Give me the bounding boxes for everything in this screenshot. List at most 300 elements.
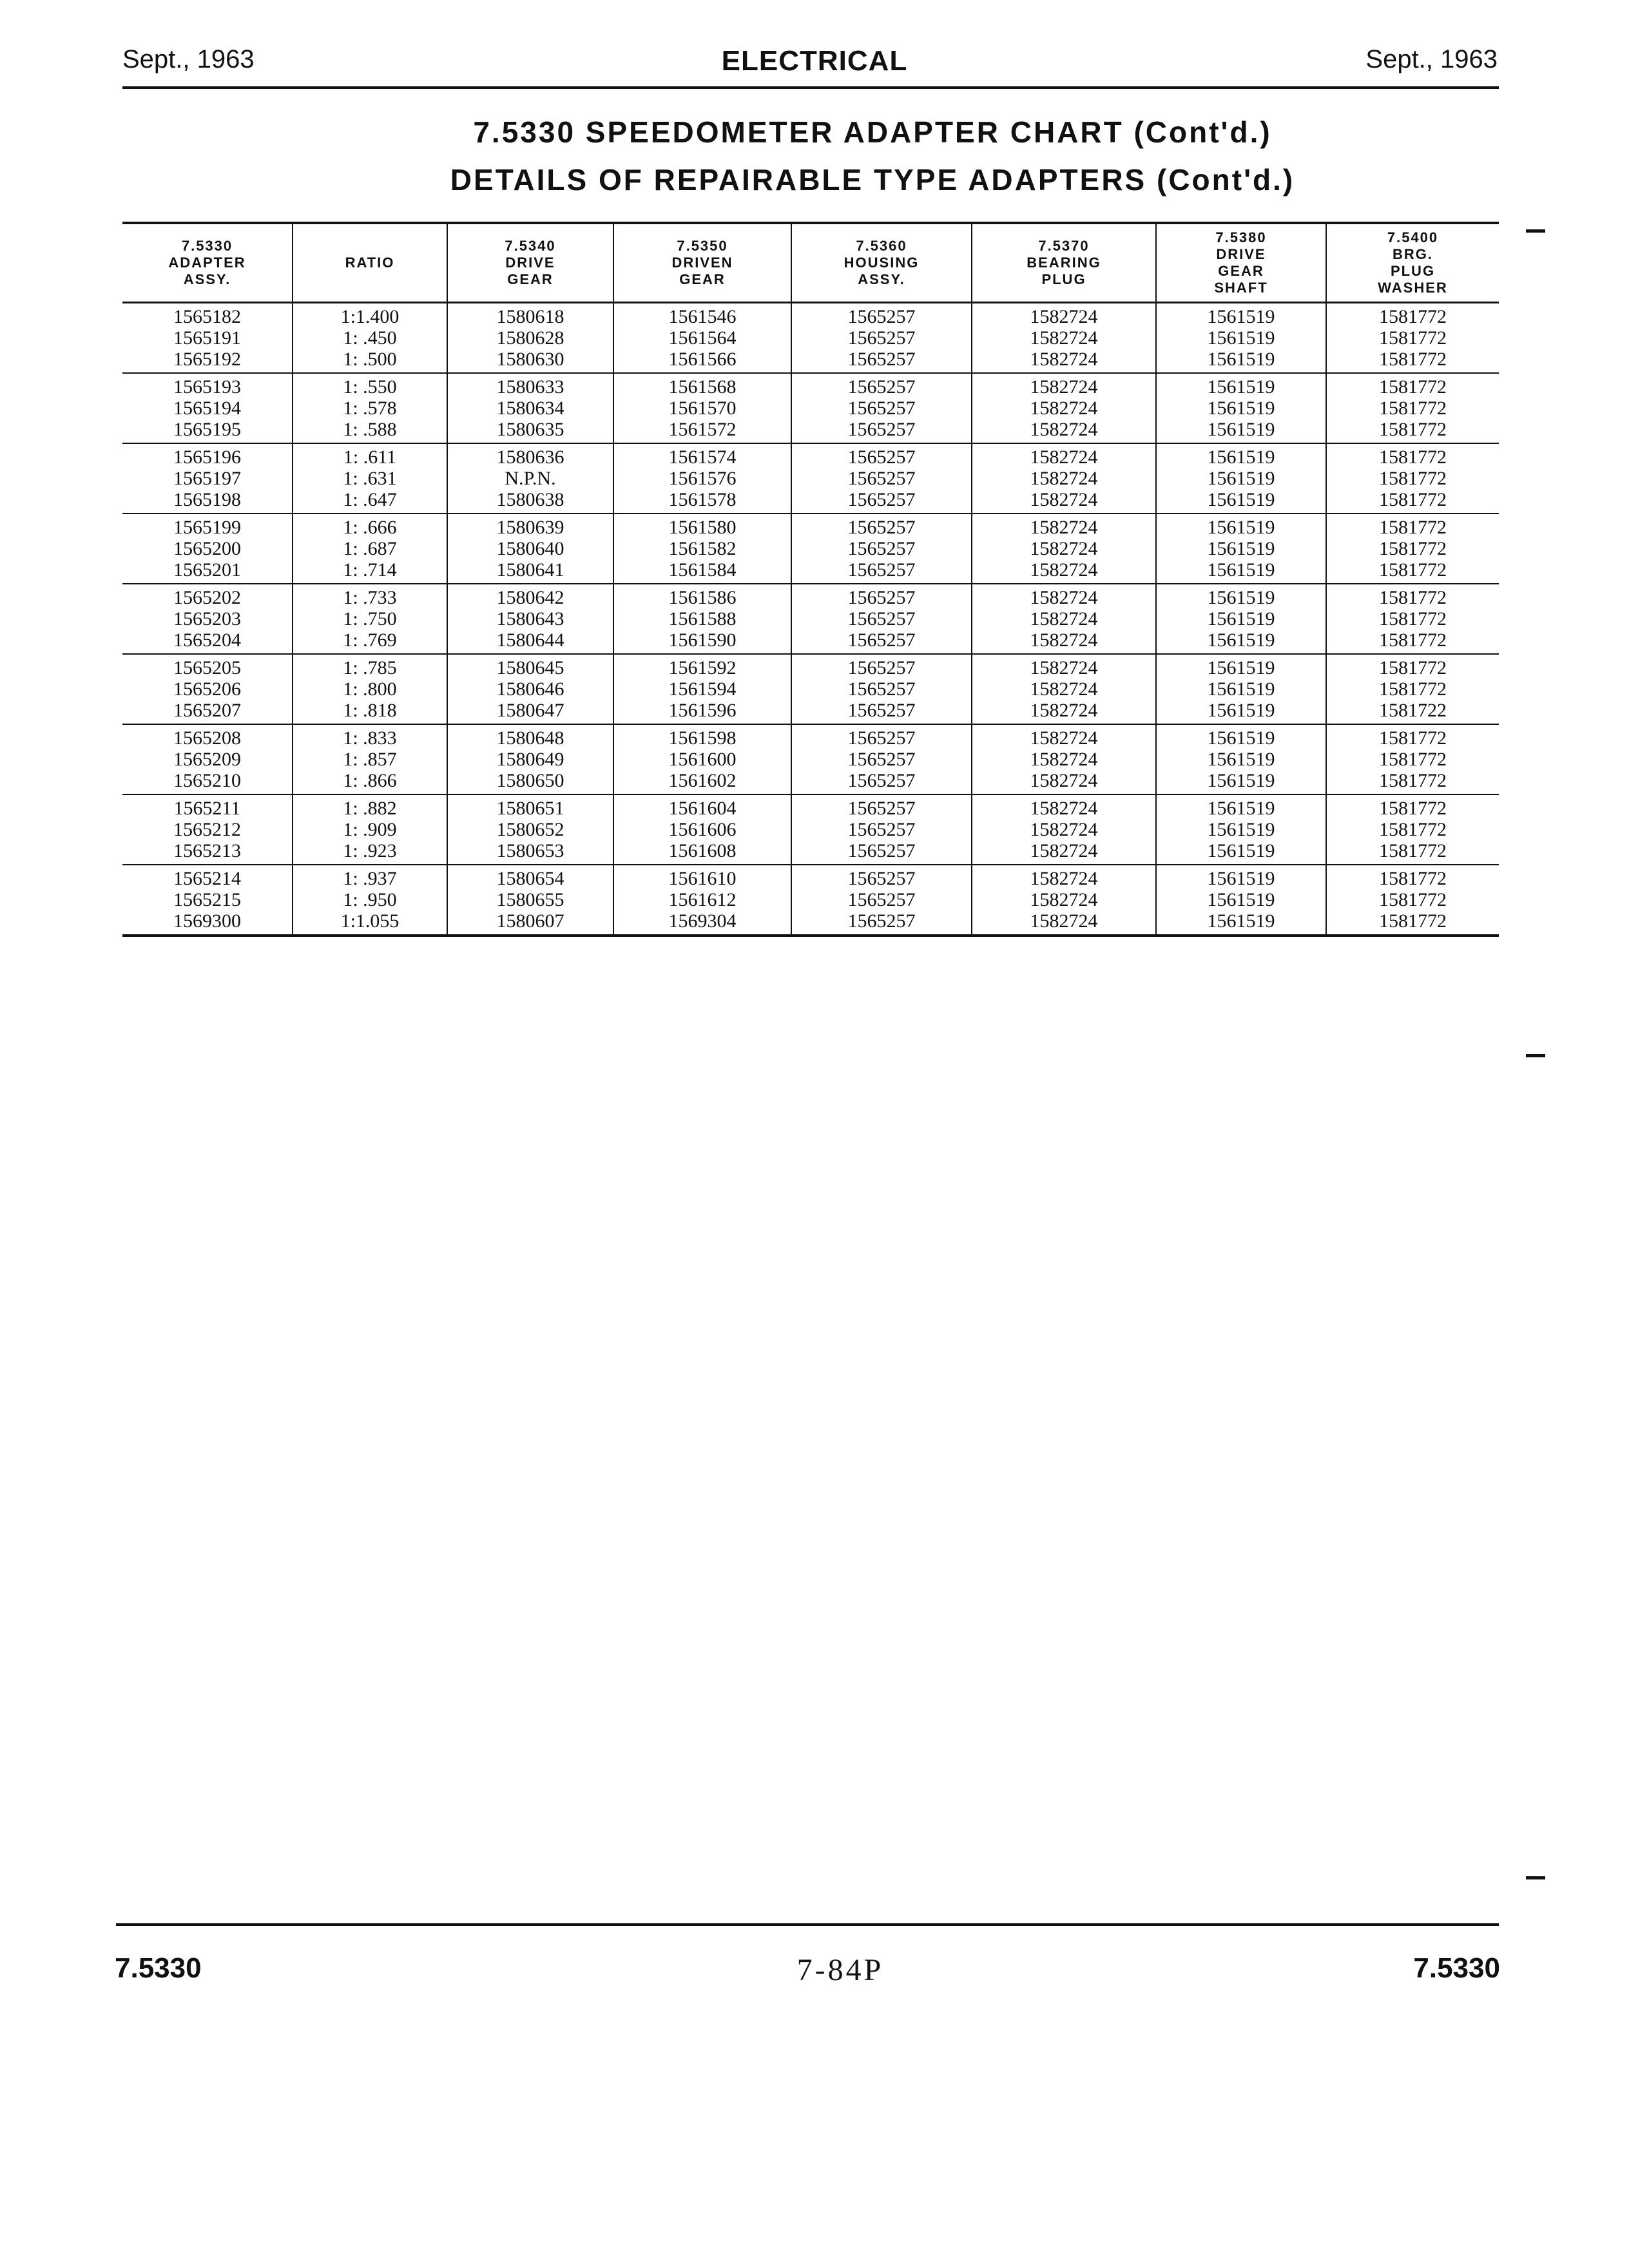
ratio-value: 1: .818 (343, 700, 397, 721)
part-number: 1565196 (173, 447, 241, 468)
ratio-value: 1: .882 (343, 798, 397, 819)
part-number: 1561594 (668, 678, 737, 700)
column-header-line: BRG. (1393, 246, 1433, 262)
part-number: 1565191 (173, 327, 241, 349)
part-number: 1581772 (1379, 447, 1447, 468)
part-number: 1565213 (173, 840, 241, 861)
part-number: 1561596 (668, 700, 737, 721)
table-cell (293, 654, 447, 724)
column-header-line: RATIO (345, 255, 395, 271)
part-number: 1565193 (173, 376, 241, 398)
table-cell (447, 373, 613, 443)
column-header (791, 223, 972, 303)
part-number: 1580642 (496, 587, 564, 608)
table-cell (613, 584, 791, 654)
table-cell (447, 303, 613, 374)
part-number: 1581772 (1379, 376, 1447, 398)
part-number: 1581772 (1379, 840, 1447, 861)
table-cell (791, 514, 972, 584)
table-cell (122, 514, 293, 584)
part-number: 1581772 (1379, 770, 1447, 791)
table-row-group (122, 443, 1499, 514)
table-cell (1156, 654, 1326, 724)
ratio-value: 1: .450 (343, 327, 397, 349)
part-number: 1582724 (1030, 608, 1098, 629)
table-cell (972, 794, 1156, 865)
part-number: 1582724 (1030, 489, 1098, 510)
table-row-group (122, 654, 1499, 724)
part-number: 1561608 (668, 840, 737, 861)
part-number: 1565257 (847, 889, 916, 910)
table-cell (791, 443, 972, 514)
column-header-line: 7.5360 (856, 238, 907, 254)
table-cell (972, 303, 1156, 374)
part-number: 1581772 (1379, 419, 1447, 440)
part-number: 1580652 (496, 819, 564, 840)
part-number: 1561519 (1207, 489, 1275, 510)
part-number: 1565257 (847, 868, 916, 889)
part-number: 1582724 (1030, 657, 1098, 678)
table-cell (1326, 373, 1499, 443)
part-number: 1565257 (847, 657, 916, 678)
part-number: 1565257 (847, 770, 916, 791)
column-header-line: 7.5400 (1387, 229, 1439, 245)
part-number: 1565257 (847, 749, 916, 770)
part-number: 1580630 (496, 349, 564, 370)
part-number: 1581772 (1379, 727, 1447, 749)
part-number: 1561588 (668, 608, 737, 629)
part-number: 1581772 (1379, 538, 1447, 559)
table-row-group (122, 584, 1499, 654)
part-number: 1561519 (1207, 349, 1275, 370)
table-cell (1156, 724, 1326, 794)
column-header-line: SHAFT (1214, 280, 1268, 296)
part-number: 1580640 (496, 538, 564, 559)
part-number: 1561519 (1207, 559, 1275, 581)
table-cell (1156, 373, 1326, 443)
part-number: 1580645 (496, 657, 564, 678)
part-number: 1565257 (847, 819, 916, 840)
part-number: 1561610 (668, 868, 737, 889)
ratio-value: 1: .578 (343, 398, 397, 419)
table-cell (1326, 724, 1499, 794)
part-number: 1561519 (1207, 538, 1275, 559)
table-cell (122, 443, 293, 514)
ratio-value: 1: .750 (343, 608, 397, 629)
part-number: 1569304 (668, 910, 737, 932)
part-number: 1561519 (1207, 678, 1275, 700)
table-cell (613, 303, 791, 374)
table-cell (447, 865, 613, 936)
table-cell (1156, 303, 1326, 374)
column-header (122, 223, 293, 303)
part-number: 1561566 (668, 349, 737, 370)
part-number: 1561590 (668, 629, 737, 651)
ratio-value: 1: .769 (343, 629, 397, 651)
table-cell (122, 373, 293, 443)
part-number: 1580628 (496, 327, 564, 349)
part-number: 1580635 (496, 419, 564, 440)
part-number: 1561600 (668, 749, 737, 770)
part-number: 1565205 (173, 657, 241, 678)
part-number: 1580651 (496, 798, 564, 819)
part-number: 1582724 (1030, 587, 1098, 608)
part-number: 1561519 (1207, 629, 1275, 651)
part-number: 1561519 (1207, 447, 1275, 468)
column-header (1326, 223, 1499, 303)
part-number: 1582724 (1030, 349, 1098, 370)
part-number: 1561576 (668, 468, 737, 489)
part-number: 1561582 (668, 538, 737, 559)
part-number: 1580650 (496, 770, 564, 791)
part-number: 1582724 (1030, 727, 1098, 749)
column-header-line: PLUG (1390, 263, 1436, 279)
table-cell (791, 584, 972, 654)
table-cell (293, 373, 447, 443)
part-number: 1561519 (1207, 468, 1275, 489)
table-cell (972, 865, 1156, 936)
column-header-line: GEAR (679, 271, 726, 287)
part-number: 1581772 (1379, 910, 1447, 932)
part-number: 1580639 (496, 517, 564, 538)
part-number: 1565257 (847, 700, 916, 721)
ratio-value: 1: .950 (343, 889, 397, 910)
part-number: 1561578 (668, 489, 737, 510)
ratio-value: 1: .866 (343, 770, 397, 791)
part-number: 1561606 (668, 819, 737, 840)
part-number: 1582724 (1030, 889, 1098, 910)
part-number: 1582724 (1030, 447, 1098, 468)
ratio-value: 1: .833 (343, 727, 397, 749)
table-cell (791, 724, 972, 794)
header-date-left: Sept., 1963 (122, 45, 255, 73)
part-number: 1565257 (847, 587, 916, 608)
table-cell (613, 443, 791, 514)
part-number: 1561519 (1207, 770, 1275, 791)
column-header (1156, 223, 1326, 303)
table-cell (122, 794, 293, 865)
part-number: 1580646 (496, 678, 564, 700)
part-number: 1565257 (847, 376, 916, 398)
part-number: 1582724 (1030, 678, 1098, 700)
column-header-line: DRIVEN (671, 255, 733, 271)
ratio-value: 1: .909 (343, 819, 397, 840)
chart-title: 7.5330 SPEEDOMETER ADAPTER CHART (Cont'd.) (473, 115, 1272, 149)
part-number: 1580638 (496, 489, 564, 510)
part-number: 1581772 (1379, 306, 1447, 327)
column-header-line: DRIVE (1216, 246, 1266, 262)
column-header (293, 223, 447, 303)
part-number: 1561519 (1207, 398, 1275, 419)
part-number: 1569300 (173, 910, 241, 932)
table-cell (613, 514, 791, 584)
part-number: 1561564 (668, 327, 737, 349)
table-cell (293, 303, 447, 374)
table-cell (122, 865, 293, 936)
table-cell (613, 373, 791, 443)
part-number: 1561519 (1207, 376, 1275, 398)
column-header-line: 7.5330 (181, 238, 233, 254)
part-number: 1582724 (1030, 517, 1098, 538)
part-number: 1561602 (668, 770, 737, 791)
ratio-value: 1:1.055 (340, 910, 400, 932)
part-number: 1565202 (173, 587, 241, 608)
part-number: 1582724 (1030, 798, 1098, 819)
footer-section-left: 7.5330 (115, 1952, 202, 1984)
part-number: 1565257 (847, 798, 916, 819)
part-number: 1580648 (496, 727, 564, 749)
column-header-line: GEAR (507, 271, 554, 287)
part-number: 1580654 (496, 868, 564, 889)
part-number: 1582724 (1030, 306, 1098, 327)
part-number: 1580641 (496, 559, 564, 581)
part-number: 1561519 (1207, 657, 1275, 678)
part-number: 1581772 (1379, 749, 1447, 770)
part-number: 1565203 (173, 608, 241, 629)
table-cell (791, 303, 972, 374)
column-header (613, 223, 791, 303)
chart-subtitle: DETAILS OF REPAIRABLE TYPE ADAPTERS (Cont'd.) (450, 163, 1295, 197)
part-number: 1565198 (173, 489, 241, 510)
part-number: 1565257 (847, 419, 916, 440)
part-number: 1561568 (668, 376, 737, 398)
ratio-value: 1: .857 (343, 749, 397, 770)
table-cell (1326, 584, 1499, 654)
table-cell (791, 794, 972, 865)
header-rule (122, 86, 1499, 89)
part-number: 1582724 (1030, 468, 1098, 489)
part-number: 1581772 (1379, 798, 1447, 819)
table-cell (1156, 514, 1326, 584)
table-cell (613, 794, 791, 865)
ratio-value: 1: .666 (343, 517, 397, 538)
part-number: 1565257 (847, 327, 916, 349)
table-header-row (122, 223, 1499, 303)
table-cell (1156, 794, 1326, 865)
part-number: 1561574 (668, 447, 737, 468)
table-cell (972, 514, 1156, 584)
part-number: 1561519 (1207, 419, 1275, 440)
table-cell (972, 584, 1156, 654)
column-header-line: WASHER (1378, 280, 1448, 296)
part-number: 1561546 (668, 306, 737, 327)
part-number: 1565207 (173, 700, 241, 721)
part-number: 1582724 (1030, 419, 1098, 440)
part-number: 1565257 (847, 608, 916, 629)
part-number: 1565257 (847, 910, 916, 932)
table-cell (1156, 443, 1326, 514)
part-number: 1565257 (847, 489, 916, 510)
part-number: 1580636 (496, 447, 564, 468)
margin-mark (1526, 229, 1545, 233)
part-number: 1581772 (1379, 629, 1447, 651)
part-number: 1561519 (1207, 749, 1275, 770)
table-row-group (122, 373, 1499, 443)
part-number: 1561586 (668, 587, 737, 608)
table-cell (1326, 443, 1499, 514)
part-number: 1581772 (1379, 868, 1447, 889)
part-number: 1561519 (1207, 727, 1275, 749)
part-number: N.P.N. (505, 468, 556, 489)
table-row-group (122, 303, 1499, 374)
column-header-line: 7.5340 (505, 238, 556, 254)
part-number: 1580634 (496, 398, 564, 419)
part-number: 1582724 (1030, 770, 1098, 791)
part-number: 1580655 (496, 889, 564, 910)
part-number: 1580607 (496, 910, 564, 932)
part-number: 1582724 (1030, 376, 1098, 398)
table-cell (447, 794, 613, 865)
table-cell (1326, 303, 1499, 374)
table-cell (447, 443, 613, 514)
part-number: 1565212 (173, 819, 241, 840)
part-number: 1561519 (1207, 819, 1275, 840)
part-number: 1561598 (668, 727, 737, 749)
table-cell (447, 724, 613, 794)
ratio-value: 1: .923 (343, 840, 397, 861)
part-number: 1581772 (1379, 678, 1447, 700)
table-cell (122, 303, 293, 374)
part-number: 1565257 (847, 398, 916, 419)
part-number: 1561519 (1207, 306, 1275, 327)
table-cell (293, 514, 447, 584)
part-number: 1581772 (1379, 349, 1447, 370)
column-header-line: ADAPTER (168, 255, 246, 271)
part-number: 1582724 (1030, 910, 1098, 932)
part-number: 1561570 (668, 398, 737, 419)
part-number: 1582724 (1030, 559, 1098, 581)
footer-section-right: 7.5330 (1413, 1952, 1500, 1984)
part-number: 1565257 (847, 306, 916, 327)
table-cell (972, 724, 1156, 794)
part-number: 1561519 (1207, 910, 1275, 932)
table-cell (613, 724, 791, 794)
table-cell (293, 724, 447, 794)
table-cell (122, 724, 293, 794)
table-cell (293, 443, 447, 514)
ratio-value: 1: .714 (343, 559, 397, 581)
part-number: 1565257 (847, 727, 916, 749)
part-number: 1582724 (1030, 700, 1098, 721)
table-cell (613, 865, 791, 936)
part-number: 1561519 (1207, 798, 1275, 819)
part-number: 1580649 (496, 749, 564, 770)
part-number: 1565199 (173, 517, 241, 538)
ratio-value: 1: .937 (343, 868, 397, 889)
part-number: 1565257 (847, 559, 916, 581)
part-number: 1565208 (173, 727, 241, 749)
footer-rule (116, 1923, 1499, 1926)
column-header (447, 223, 613, 303)
part-number: 1581772 (1379, 587, 1447, 608)
ratio-value: 1: .733 (343, 587, 397, 608)
part-number: 1581772 (1379, 398, 1447, 419)
part-number: 1582724 (1030, 398, 1098, 419)
part-number: 1581772 (1379, 608, 1447, 629)
part-number: 1581772 (1379, 468, 1447, 489)
table-cell (447, 514, 613, 584)
part-number: 1565201 (173, 559, 241, 581)
column-header-line: HOUSING (843, 255, 920, 271)
part-number: 1582724 (1030, 819, 1098, 840)
part-number: 1582724 (1030, 868, 1098, 889)
table-cell (1326, 654, 1499, 724)
column-header-line: 7.5380 (1215, 229, 1267, 245)
table-cell (1326, 865, 1499, 936)
page-number: 7-84P (796, 1953, 884, 1987)
part-number: 1561580 (668, 517, 737, 538)
table-cell (972, 654, 1156, 724)
table-row-group (122, 794, 1499, 865)
table-cell (791, 865, 972, 936)
header-date-right: Sept., 1963 (1365, 45, 1498, 73)
part-number: 1565204 (173, 629, 241, 651)
ratio-value: 1: .785 (343, 657, 397, 678)
part-number: 1561592 (668, 657, 737, 678)
part-number: 1561519 (1207, 868, 1275, 889)
table-cell (293, 794, 447, 865)
part-number: 1565257 (847, 447, 916, 468)
part-number: 1582724 (1030, 840, 1098, 861)
part-number: 1582724 (1030, 327, 1098, 349)
part-number: 1580633 (496, 376, 564, 398)
ratio-value: 1: .611 (343, 447, 397, 468)
part-number: 1565257 (847, 517, 916, 538)
part-number: 1580644 (496, 629, 564, 651)
part-number: 1565194 (173, 398, 241, 419)
part-number: 1565257 (847, 468, 916, 489)
part-number: 1582724 (1030, 629, 1098, 651)
part-number: 1565257 (847, 629, 916, 651)
table-cell (972, 443, 1156, 514)
part-number: 1565257 (847, 678, 916, 700)
table-row-group (122, 514, 1499, 584)
part-number: 1561584 (668, 559, 737, 581)
part-number: 1565197 (173, 468, 241, 489)
table-cell (293, 865, 447, 936)
part-number: 1561612 (668, 889, 737, 910)
part-number: 1581772 (1379, 559, 1447, 581)
part-number: 1565210 (173, 770, 241, 791)
part-number: 1565215 (173, 889, 241, 910)
ratio-value: 1: .588 (343, 419, 397, 440)
table-row-group (122, 865, 1499, 936)
part-number: 1581772 (1379, 489, 1447, 510)
table-cell (1326, 514, 1499, 584)
ratio-value: 1: .687 (343, 538, 397, 559)
part-number: 1561519 (1207, 517, 1275, 538)
part-number: 1565195 (173, 419, 241, 440)
column-header-line: ASSY. (858, 271, 905, 287)
ratio-value: 1: .500 (343, 349, 397, 370)
part-number: 1581772 (1379, 517, 1447, 538)
column-header-line: DRIVE (505, 255, 555, 271)
column-header-line: 7.5350 (677, 238, 728, 254)
part-number: 1565211 (173, 798, 241, 819)
table-cell (1156, 865, 1326, 936)
table-cell (447, 654, 613, 724)
margin-mark (1526, 1054, 1545, 1057)
table-cell (972, 373, 1156, 443)
part-number: 1561519 (1207, 889, 1275, 910)
part-number: 1581772 (1379, 889, 1447, 910)
part-number: 1565200 (173, 538, 241, 559)
part-number: 1565206 (173, 678, 241, 700)
part-number: 1580647 (496, 700, 564, 721)
part-number: 1582724 (1030, 749, 1098, 770)
part-number: 1561519 (1207, 587, 1275, 608)
table-cell (122, 584, 293, 654)
